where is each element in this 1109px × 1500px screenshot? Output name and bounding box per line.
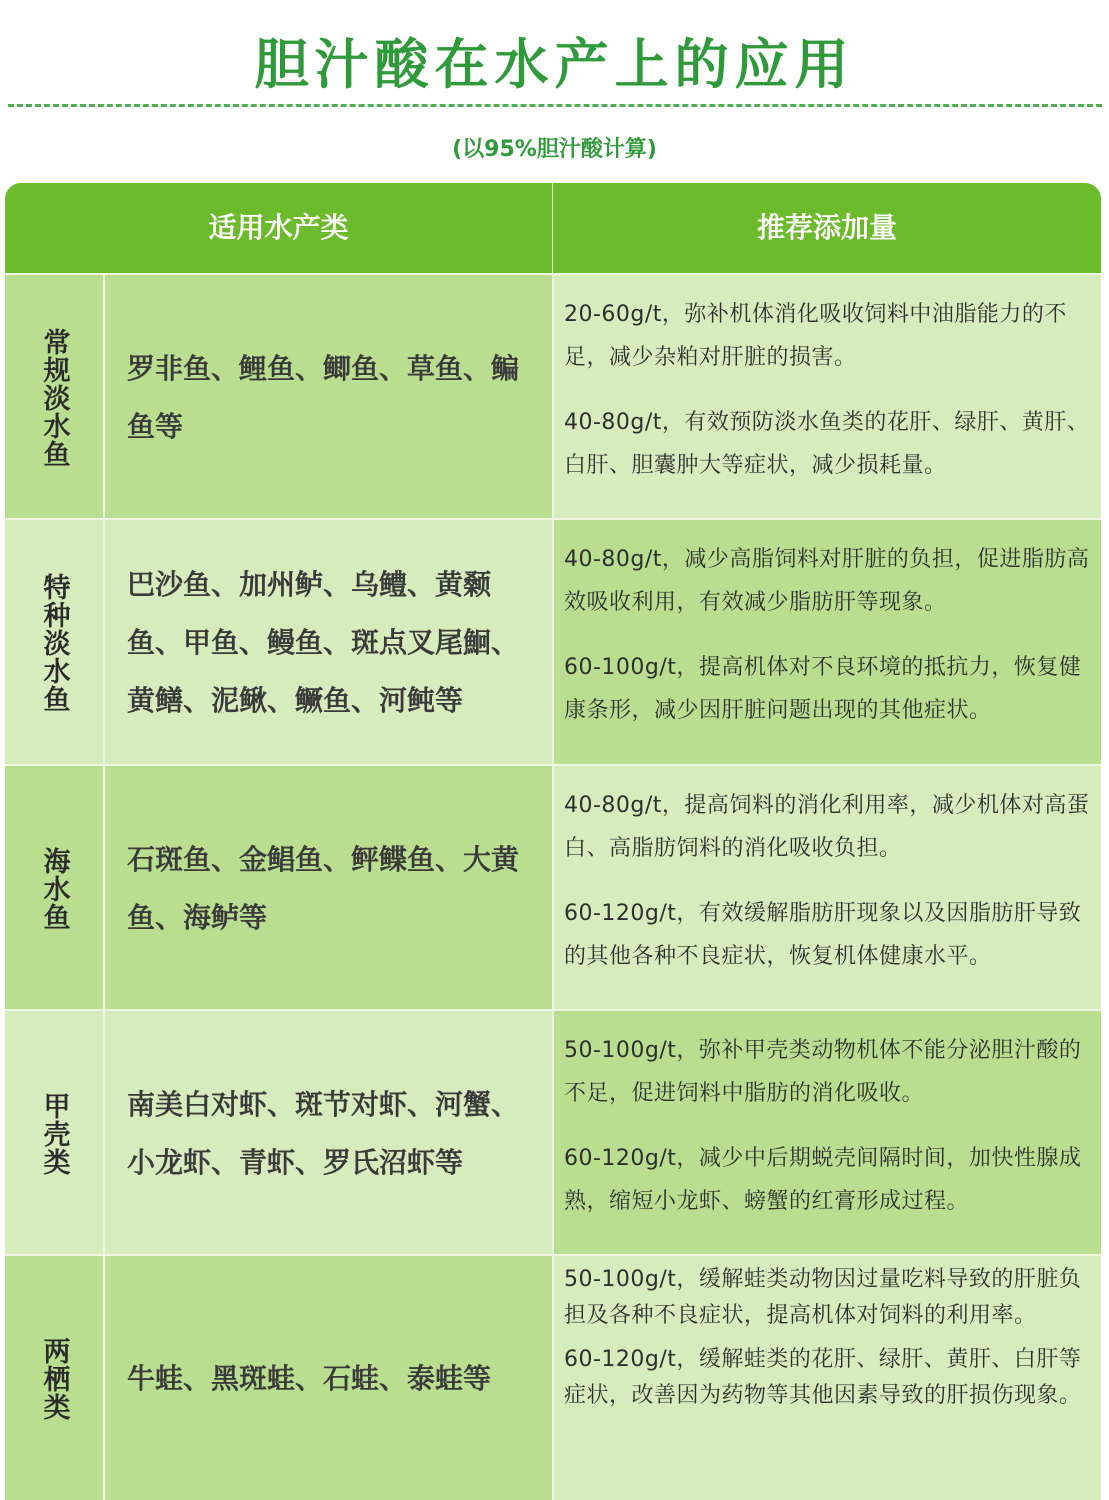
dosage-text: 60-120g/t，有效缓解脂肪肝现象以及因脂肪肝导致的其他各种不良症状，恢复机体健康水平。 bbox=[564, 901, 1082, 969]
category-label: 甲壳类 bbox=[38, 1091, 70, 1176]
dosage-cell bbox=[554, 275, 1101, 520]
dosage-text: 50-100g/t，缓解蛙类动物因过量吃料导致的肝脏负担及各种不良症状，提高机体对饲料的利用率。 bbox=[564, 1267, 1082, 1328]
category-label: 特种淡水鱼 bbox=[38, 573, 70, 713]
category-cell bbox=[5, 1011, 105, 1256]
category-label: 两栖类 bbox=[38, 1337, 70, 1421]
table-row bbox=[5, 273, 1101, 520]
category-cell bbox=[5, 275, 105, 520]
dosage-text: 60-120g/t，缓解蛙类的花肝、绿肝、黄肝、白肝等症状，改善因为药物等其他因素导致的肝损伤现象。 bbox=[564, 1347, 1082, 1408]
species-list: 石斑鱼、金鲳鱼、鲆鲽鱼、大黄鱼、海鲈等 bbox=[127, 842, 520, 934]
dosage-cell bbox=[554, 766, 1101, 1011]
table-row bbox=[5, 764, 1101, 1011]
page-subtitle: (以95%胆汁酸计算) bbox=[452, 137, 657, 162]
dosage-cell bbox=[554, 520, 1101, 766]
category-cell bbox=[5, 1256, 105, 1500]
page-title: 胆汁酸在水产上的应用 bbox=[254, 33, 855, 96]
table-row bbox=[5, 1254, 1101, 1500]
dosage-text: 50-100g/t，弥补甲壳类动物机体不能分泌胆汁酸的不足，促进饲料中脂肪的消化吸收。 bbox=[564, 1038, 1082, 1106]
table-header bbox=[5, 183, 1101, 273]
category-cell bbox=[5, 766, 105, 1011]
category-cell bbox=[5, 520, 105, 766]
dosage-text: 60-100g/t，提高机体对不良环境的抵抗力，恢复健康条形，减少因肝脏问题出现的其他症状。 bbox=[564, 655, 1082, 723]
species-cell bbox=[105, 275, 554, 520]
species-list: 巴沙鱼、加州鲈、乌鳢、黄颡鱼、甲鱼、鳗鱼、斑点叉尾鮰、黄鳝、泥鳅、鳜鱼、河鲀等 bbox=[127, 568, 520, 717]
species-list: 南美白对虾、斑节对虾、河蟹、小龙虾、青虾、罗氏沼虾等 bbox=[127, 1087, 520, 1179]
title-divider bbox=[8, 104, 1102, 107]
dosage-text: 60-120g/t，减少中后期蜕壳间隔时间，加快性腺成熟，缩短小龙虾、螃蟹的红膏形成过程。 bbox=[564, 1146, 1082, 1214]
table-row bbox=[5, 1009, 1101, 1256]
species-list: 牛蛙、黑斑蛙、石蛙、泰蛙等 bbox=[127, 1362, 492, 1395]
category-label: 常规淡水鱼 bbox=[38, 327, 70, 468]
species-cell bbox=[105, 520, 554, 766]
dosage-text: 40-80g/t，减少高脂饲料对肝脏的负担，促进脂肪高效吸收利用，有效减少脂肪肝等现象。 bbox=[564, 547, 1090, 615]
category-label: 海水鱼 bbox=[38, 846, 70, 931]
dosage-text: 40-80g/t，有效预防淡水鱼类的花肝、绿肝、黄肝、白肝、胆囊肿大等症状，减少损耗量。 bbox=[564, 410, 1090, 478]
dosage-cell bbox=[554, 1011, 1101, 1256]
species-cell bbox=[105, 766, 554, 1011]
table-row bbox=[5, 518, 1101, 766]
column-header-species: 适用水产类 bbox=[5, 183, 553, 273]
dosage-cell bbox=[554, 1256, 1101, 1500]
dosage-text: 20-60g/t，弥补机体消化吸收饲料中油脂能力的不足，减少杂粕对肝脏的损害。 bbox=[564, 302, 1067, 370]
dosage-text: 40-80g/t，提高饲料的消化利用率，减少机体对高蛋白、高脂肪饲料的消化吸收负担。 bbox=[564, 793, 1090, 861]
species-cell bbox=[105, 1011, 554, 1256]
species-cell bbox=[105, 1256, 554, 1500]
application-table bbox=[5, 183, 1101, 1500]
species-list: 罗非鱼、鲤鱼、鲫鱼、草鱼、鳊鱼等 bbox=[127, 351, 520, 443]
column-header-dosage: 推荐添加量 bbox=[756, 211, 897, 244]
